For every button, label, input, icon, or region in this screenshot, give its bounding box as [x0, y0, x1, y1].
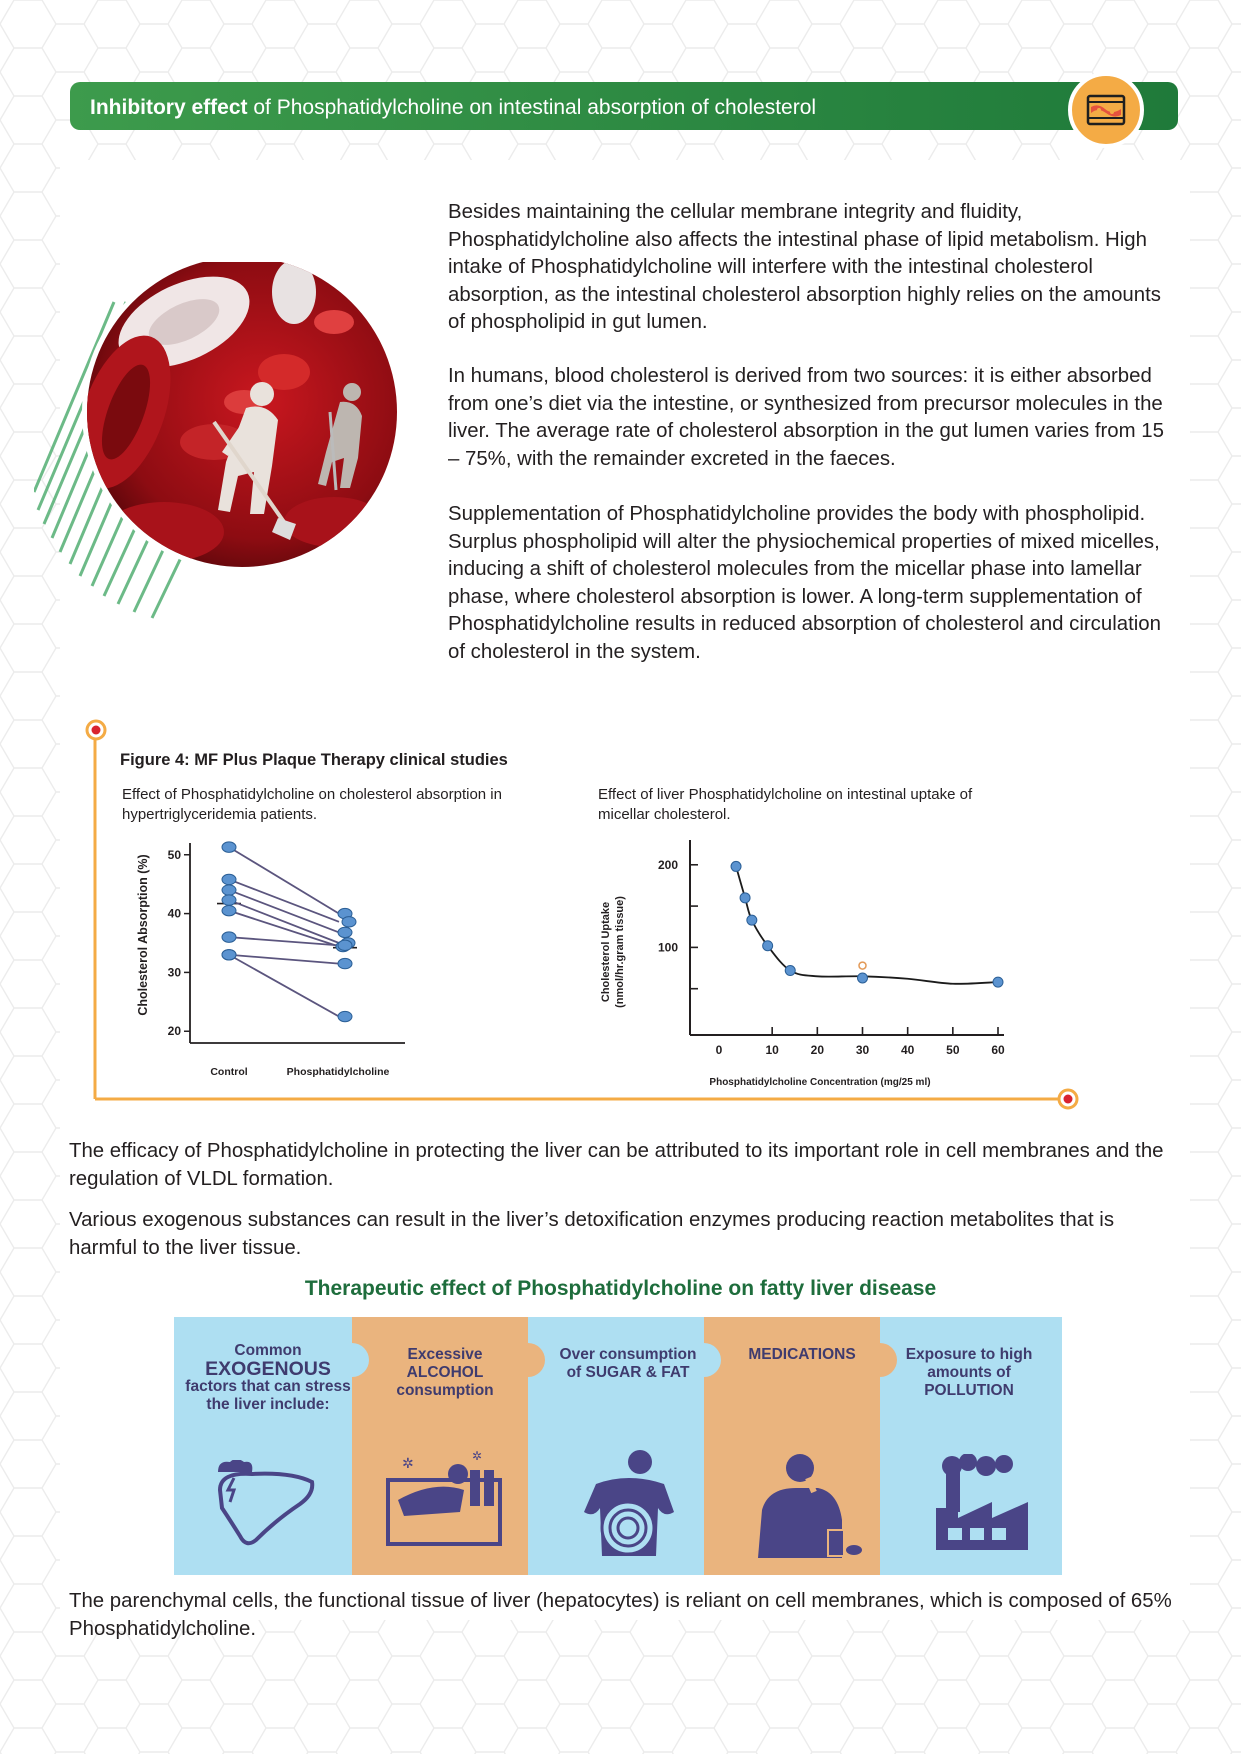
chart2-uptake-line: [590, 830, 1010, 1090]
chart2-xtick-label: 60: [991, 1043, 1005, 1057]
chart1-pair-line: [229, 847, 339, 913]
chart2-xtick-label: 20: [810, 1043, 825, 1057]
alcohol-drinking-icon: [384, 1450, 504, 1550]
closing-paragraph-2: Various exogenous substances can result in the liver’s detoxification enzymes producing reaction metabolites that is harmful to the liver tissue.: [69, 1209, 1115, 1259]
card-pollution-text: Exposure to high amounts of POLLUTION: [905, 1346, 1033, 1399]
chart1-pair-line: [229, 955, 339, 964]
chart2-ylabel-line1: Cholesterol Uptake: [600, 901, 612, 1003]
card-alcohol-text: Excessive ALCOHOL consumption: [396, 1346, 494, 1399]
intro-paragraph-1: Besides maintaining the cellular membrane integrity and fluidity, Phosphatidylcholine also affects the intestinal phase of lipid metabolism. High intake of Phosphatidylcholine will interfere with the intestinal cholesterol absorption, as the intestinal cholesterol absorption highly relies on the amounts of phospholipid in gut lumen.: [448, 201, 1161, 333]
chart1-pc-point: [338, 958, 352, 968]
figure-title: Figure 4: MF Plus Plaque Therapy clinical studies: [120, 751, 508, 769]
chart1-control-point: [222, 932, 236, 942]
chart2-data-point: [731, 861, 741, 871]
chart1-control-point: [222, 950, 236, 960]
chart2-xtick-label: 0: [715, 1043, 723, 1057]
chart1-absorption-scatter: [120, 835, 420, 1085]
chart2-xtick-label: 50: [946, 1043, 960, 1057]
chart1-ytick-label: 20: [167, 1024, 181, 1039]
card-exogenous-text: Common EXOGENOUS factors that can stress the liver include:: [185, 1342, 351, 1413]
chart2-data-point: [747, 915, 757, 925]
chart1-pair-line: [229, 890, 339, 932]
chart2-ylabel-line2: (nmol/hr.gram tissue): [614, 896, 626, 1008]
chart1-control-point: [222, 905, 236, 915]
chart1-ytick-label: 30: [167, 965, 181, 980]
closing-paragraph-1: The efficacy of Phosphatidylcholine in protecting the liver can be attributed to its important role in cell membranes and the regulation of VLDL formation.: [69, 1140, 1164, 1190]
card-sugar-fat-text: Over consumption of SUGAR & FAT: [559, 1346, 697, 1381]
chart1-pair-line: [229, 900, 339, 943]
closing-paragraph-3: The parenchymal cells, the functional tissue of liver (hepatocytes) is reliant on cell membranes, which is composed of 65% Phosphatidylcholine.: [69, 1590, 1172, 1640]
chart2-data-point: [858, 973, 868, 983]
card-medications-text: MEDICATIONS: [748, 1346, 856, 1363]
svg-text:✲: ✲: [402, 1455, 414, 1471]
chart1-subtitle: Effect of Phosphatidylcholine on cholesterol absorption in hypertriglyceridemia patients.: [122, 786, 502, 823]
chart2-xtick-label: 30: [855, 1043, 870, 1057]
liver-storm-icon: [212, 1460, 322, 1550]
chart2-subtitle: Effect of liver Phosphatidylcholine on intestinal uptake of micellar cholesterol.: [598, 786, 973, 823]
chart2-xlabel: Phosphatidylcholine Concentration (mg/25 ml): [709, 1077, 931, 1088]
chart2-fit-curve: [736, 866, 998, 983]
chart1-ytick-label: 40: [167, 906, 181, 921]
chart1-xtick-control: Control: [210, 1066, 248, 1078]
chart1-control-point: [222, 895, 236, 905]
chart1-control-point: [222, 885, 236, 895]
chart2-data-point: [763, 941, 773, 951]
chart2-xtick-label: 40: [900, 1043, 915, 1057]
intro-paragraph-3: Supplementation of Phosphatidylcholine provides the body with phospholipid. Surplus phospholipid will alter the physiochemical properties of mixed micelles, inducing a shift of cholesterol molecules from the micellar phase into lamellar phase, where cholesterol absorption is lower. A long-term supplementation of Phosphatidylcholine results in reduced absorption of cholesterol and circulation of cholesterol in the system.: [448, 503, 1161, 663]
section-title: Therapeutic effect of Phosphatidylcholine on fatty liver disease: [304, 1277, 937, 1300]
page-title: Inhibitory effect of Phosphatidylcholine on intestinal absorption of cholesterol: [90, 96, 817, 119]
factory-pollution-icon: [928, 1454, 1032, 1554]
chart1-ytick-label: 50: [167, 847, 181, 862]
chart1-control-point: [222, 842, 236, 852]
chart1-pair-line: [229, 955, 339, 1017]
chart1-ylabel: Cholesterol Absorption (%): [136, 854, 150, 1016]
chart2-ytick-label: 200: [657, 857, 678, 872]
intro-paragraph-2: In humans, blood cholesterol is derived from two sources: it is either absorbed from one’s diet via the intestine, or synthesized from precursor molecules in the liver. The average rate of cholesterol absorption in the gut lumen varies from 15 – 75%, with the remainder excreted in the faeces.: [448, 365, 1164, 470]
svg-text:✲: ✲: [472, 1450, 483, 1463]
bloated-stomach-icon: [568, 1446, 688, 1566]
chart1-pc-point: [338, 927, 352, 937]
chart2-data-point: [785, 966, 795, 976]
chart1-pc-point: [342, 917, 356, 927]
chart1-pc-point: [338, 1011, 352, 1021]
chart1-control-point: [222, 874, 236, 884]
chart2-ytick-label: 100: [657, 940, 678, 955]
chart1-pc-point: [338, 940, 352, 950]
chart1-xtick-pc: Phosphatidylcholine: [286, 1066, 390, 1078]
chart2-data-point: [993, 977, 1003, 987]
chart2-data-point: [740, 893, 750, 903]
chart2-open-point: [859, 962, 866, 969]
chart2-xtick-label: 10: [765, 1043, 779, 1057]
person-taking-medication-icon: [744, 1450, 864, 1560]
